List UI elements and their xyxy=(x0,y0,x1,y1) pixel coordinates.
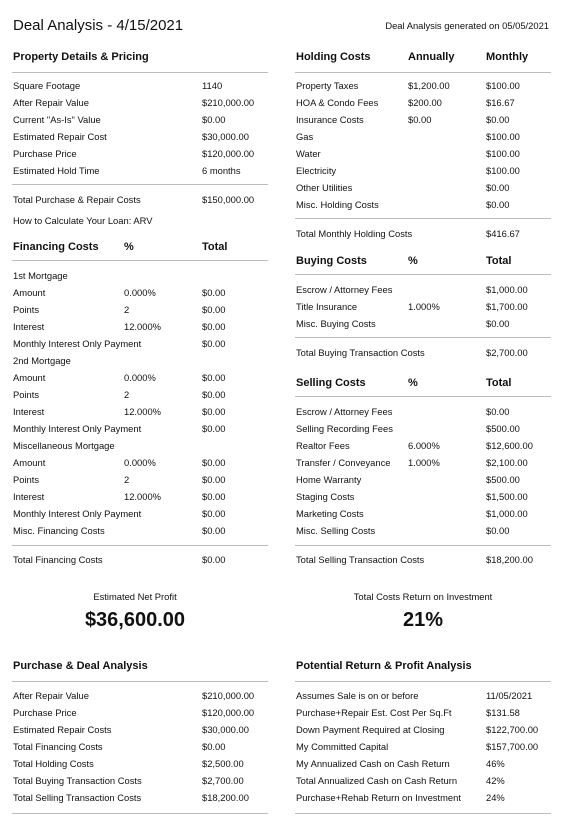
deal-row-label: After Repair Value xyxy=(13,690,89,701)
holding-row-monthly: $100.00 xyxy=(486,131,520,142)
divider xyxy=(12,681,268,682)
divider xyxy=(12,72,268,73)
deal-row-value: $30,000.00 xyxy=(202,724,249,735)
deal-row-value: $2,500.00 xyxy=(202,758,244,769)
property-row-label: Estimated Hold Time xyxy=(13,165,100,176)
property-row-value: $120,000.00 xyxy=(202,148,255,159)
deal-row-label: Estimated Repair Costs xyxy=(13,724,112,735)
divider xyxy=(12,813,268,814)
financing-col-pct: % xyxy=(124,241,134,253)
property-row-label: Current "As-Is" Value xyxy=(13,114,101,125)
financing-row-total: $0.00 xyxy=(202,406,226,417)
property-row-value: 1140 xyxy=(202,80,223,91)
selling-row-total: $2,100.00 xyxy=(486,457,528,468)
financing-row-total: $0.00 xyxy=(202,491,226,502)
potential-row-label: My Annualized Cash on Cash Return xyxy=(296,758,450,769)
holding-row-annual: $200.00 xyxy=(408,97,442,108)
financing-row-total: $0.00 xyxy=(202,508,226,519)
buying-row-total: $1,700.00 xyxy=(486,301,528,312)
deal-row-label: Total Financing Costs xyxy=(13,741,103,752)
financing-row-total: $0.00 xyxy=(202,287,226,298)
holding-row-label: Electricity xyxy=(296,165,337,176)
holding-row-monthly: $16.67 xyxy=(486,97,515,108)
roi-value: 21% xyxy=(402,609,444,631)
divider xyxy=(295,337,551,338)
selling-col-pct: % xyxy=(408,377,418,389)
financing-row-pct: 0.000% xyxy=(124,287,156,298)
selling-row-label: Escrow / Attorney Fees xyxy=(296,406,393,417)
selling-row-total: $1,000.00 xyxy=(486,508,528,519)
selling-row-label: Staging Costs xyxy=(296,491,355,502)
divider xyxy=(295,813,551,814)
buying-section-title: Buying Costs xyxy=(296,255,367,267)
holding-row-monthly: $100.00 xyxy=(486,80,520,91)
holding-row-label: Misc. Holding Costs xyxy=(296,199,379,210)
buying-col-pct: % xyxy=(408,255,418,267)
potential-row-value: 24% xyxy=(486,792,505,803)
selling-row-total: $500.00 xyxy=(486,474,520,485)
divider xyxy=(12,184,268,185)
holding-row-annual: $1,200.00 xyxy=(408,80,450,91)
holding-row-label: Gas xyxy=(296,131,314,142)
holding-row-label: Other Utilities xyxy=(296,182,353,193)
financing-row-pct: 2 xyxy=(124,389,130,400)
deal-row-value: $2,700.00 xyxy=(202,775,244,786)
buying-row-total: $1,000.00 xyxy=(486,284,528,295)
selling-row-label: Selling Recording Fees xyxy=(296,423,393,434)
divider xyxy=(295,545,551,546)
selling-row-total: $1,500.00 xyxy=(486,491,528,502)
total-selling-label: Total Selling Transaction Costs xyxy=(296,554,425,565)
divider xyxy=(295,72,551,73)
potential-row-value: $131.58 xyxy=(486,707,520,718)
buying-row-pct: 1.000% xyxy=(408,301,440,312)
selling-row-total: $12,600.00 xyxy=(486,440,533,451)
net-profit-value: $36,600.00 xyxy=(84,609,186,631)
holding-row-monthly: $0.00 xyxy=(486,199,510,210)
holding-row-monthly: $100.00 xyxy=(486,148,520,159)
report-title: Deal Analysis - 4/15/2021 xyxy=(13,17,184,34)
deal-row-label: Total Buying Transaction Costs xyxy=(13,775,142,786)
deal-row-label: Total Holding Costs xyxy=(13,758,94,769)
financing-row-total: $0.00 xyxy=(202,423,226,434)
selling-row-label: Misc. Selling Costs xyxy=(296,525,376,536)
total-selling-value: $18,200.00 xyxy=(486,554,533,565)
generated-date: Deal Analysis generated on 05/05/2021 xyxy=(385,20,549,31)
property-row-value: $210,000.00 xyxy=(202,97,255,108)
financing-row-total: $0.00 xyxy=(202,457,226,468)
financing-section-title: Financing Costs xyxy=(13,241,99,253)
financing-col-total: Total xyxy=(202,241,228,253)
total-purchase-repair-value: $150,000.00 xyxy=(202,194,255,205)
financing-row-pct: 12.000% xyxy=(124,321,162,332)
holding-row-monthly: $0.00 xyxy=(486,114,510,125)
potential-row-value: $122,700.00 xyxy=(486,724,539,735)
deal-row-value: $210,000.00 xyxy=(202,690,255,701)
divider xyxy=(12,545,268,546)
divider xyxy=(295,218,551,219)
property-row-label: Square Footage xyxy=(13,80,81,91)
deal-row-label: Purchase Price xyxy=(13,707,77,718)
total-holding-label: Total Monthly Holding Costs xyxy=(296,228,413,239)
selling-row-total: $0.00 xyxy=(486,525,510,536)
total-buying-label: Total Buying Transaction Costs xyxy=(296,347,425,358)
selling-row-total: $500.00 xyxy=(486,423,520,434)
divider xyxy=(295,274,551,275)
financing-row-label: Interest xyxy=(13,406,45,417)
property-row-value: 6 months xyxy=(202,165,241,176)
deal-row-value: $18,200.00 xyxy=(202,792,249,803)
financing-row-label: Interest xyxy=(13,321,45,332)
selling-row-pct: 6.000% xyxy=(408,440,440,451)
holding-section-title: Holding Costs xyxy=(296,51,371,63)
property-row-label: After Repair Value xyxy=(13,97,89,108)
financing-row-pct: 2 xyxy=(124,304,130,315)
holding-col-monthly: Monthly xyxy=(486,51,529,63)
financing-row-pct: 12.000% xyxy=(124,491,162,502)
selling-col-total: Total xyxy=(486,377,512,389)
total-financing-value: $0.00 xyxy=(202,554,226,565)
potential-row-label: Purchase+Repair Est. Cost Per Sq.Ft xyxy=(296,707,452,718)
total-buying-value: $2,700.00 xyxy=(486,347,528,358)
potential-row-label: Total Annualized Cash on Cash Return xyxy=(296,775,458,786)
holding-row-label: HOA & Condo Fees xyxy=(296,97,379,108)
divider xyxy=(295,396,551,397)
property-row-label: Purchase Price xyxy=(13,148,77,159)
total-purchase-repair-label: Total Purchase & Repair Costs xyxy=(13,194,141,205)
potential-row-label: Purchase+Rehab Return on Investment xyxy=(296,792,461,803)
buying-row-label: Misc. Buying Costs xyxy=(296,318,376,329)
property-row-value: $30,000.00 xyxy=(202,131,249,142)
net-profit-label: Estimated Net Profit xyxy=(93,591,177,602)
financing-row-label: Amount xyxy=(13,457,46,468)
financing-row-label: Amount xyxy=(13,287,46,298)
selling-row-label: Marketing Costs xyxy=(296,508,364,519)
roi-label: Total Costs Return on Investment xyxy=(353,591,493,602)
financing-row-label: Points xyxy=(13,304,40,315)
financing-row-label: Amount xyxy=(13,372,46,383)
holding-row-annual: $0.00 xyxy=(408,114,432,125)
selling-row-label: Home Warranty xyxy=(296,474,362,485)
financing-row-total: $0.00 xyxy=(202,389,226,400)
financing-row-label: Monthly Interest Only Payment xyxy=(13,423,142,434)
financing-row-label: Monthly Interest Only Payment xyxy=(13,508,142,519)
financing-row-total: $0.00 xyxy=(202,321,226,332)
potential-section-title: Potential Return & Profit Analysis xyxy=(296,660,472,672)
potential-row-label: Down Payment Required at Closing xyxy=(296,724,445,735)
buying-row-total: $0.00 xyxy=(486,318,510,329)
potential-row-label: Assumes Sale is on or before xyxy=(296,690,419,701)
potential-row-value: 11/05/2021 xyxy=(486,690,533,701)
selling-row-label: Transfer / Conveyance xyxy=(296,457,391,468)
financing-row-label: Monthly Interest Only Payment xyxy=(13,338,142,349)
divider xyxy=(12,260,268,261)
deal-row-value: $120,000.00 xyxy=(202,707,255,718)
holding-row-label: Water xyxy=(296,148,321,159)
divider xyxy=(295,681,551,682)
financing-row-total: $0.00 xyxy=(202,338,226,349)
financing-row-pct: 12.000% xyxy=(124,406,162,417)
property-section-title: Property Details & Pricing xyxy=(13,51,149,63)
buying-col-total: Total xyxy=(486,255,512,267)
financing-row-label: Interest xyxy=(13,491,45,502)
financing-row-total: $0.00 xyxy=(202,372,226,383)
property-row-value: $0.00 xyxy=(202,114,226,125)
deal-section-title: Purchase & Deal Analysis xyxy=(13,660,148,672)
deal-row-value: $0.00 xyxy=(202,741,226,752)
financing-row-label: Points xyxy=(13,474,40,485)
holding-row-label: Insurance Costs xyxy=(296,114,364,125)
financing-row-label: Points xyxy=(13,389,40,400)
holding-row-monthly: $100.00 xyxy=(486,165,520,176)
potential-row-value: 42% xyxy=(486,775,505,786)
holding-row-monthly: $0.00 xyxy=(486,182,510,193)
potential-row-value: $157,700.00 xyxy=(486,741,539,752)
holding-row-label: Property Taxes xyxy=(296,80,359,91)
financing-row-label: Misc. Financing Costs xyxy=(13,525,105,536)
property-row-label: Estimated Repair Cost xyxy=(13,131,107,142)
financing-row-total: $0.00 xyxy=(202,525,226,536)
buying-row-label: Title Insurance xyxy=(296,301,358,312)
total-financing-label: Total Financing Costs xyxy=(13,554,103,565)
financing-row-pct: 0.000% xyxy=(124,457,156,468)
financing-row-pct: 2 xyxy=(124,474,130,485)
loan-calc-method: How to Calculate Your Loan: ARV xyxy=(13,215,153,226)
financing-row-total: $0.00 xyxy=(202,474,226,485)
selling-row-label: Realtor Fees xyxy=(296,440,350,451)
selling-row-pct: 1.000% xyxy=(408,457,440,468)
selling-section-title: Selling Costs xyxy=(296,377,366,389)
potential-row-value: 46% xyxy=(486,758,505,769)
potential-row-label: My Committed Capital xyxy=(296,741,389,752)
financing-row-pct: 0.000% xyxy=(124,372,156,383)
total-holding-value: $416.67 xyxy=(486,228,520,239)
selling-row-total: $0.00 xyxy=(486,406,510,417)
buying-row-label: Escrow / Attorney Fees xyxy=(296,284,393,295)
financing-row-label: 1st Mortgage xyxy=(13,270,68,281)
deal-row-label: Total Selling Transaction Costs xyxy=(13,792,142,803)
holding-col-annual: Annually xyxy=(408,51,455,63)
financing-row-label: Miscellaneous Mortgage xyxy=(13,440,115,451)
financing-row-label: 2nd Mortgage xyxy=(13,355,71,366)
financing-row-total: $0.00 xyxy=(202,304,226,315)
